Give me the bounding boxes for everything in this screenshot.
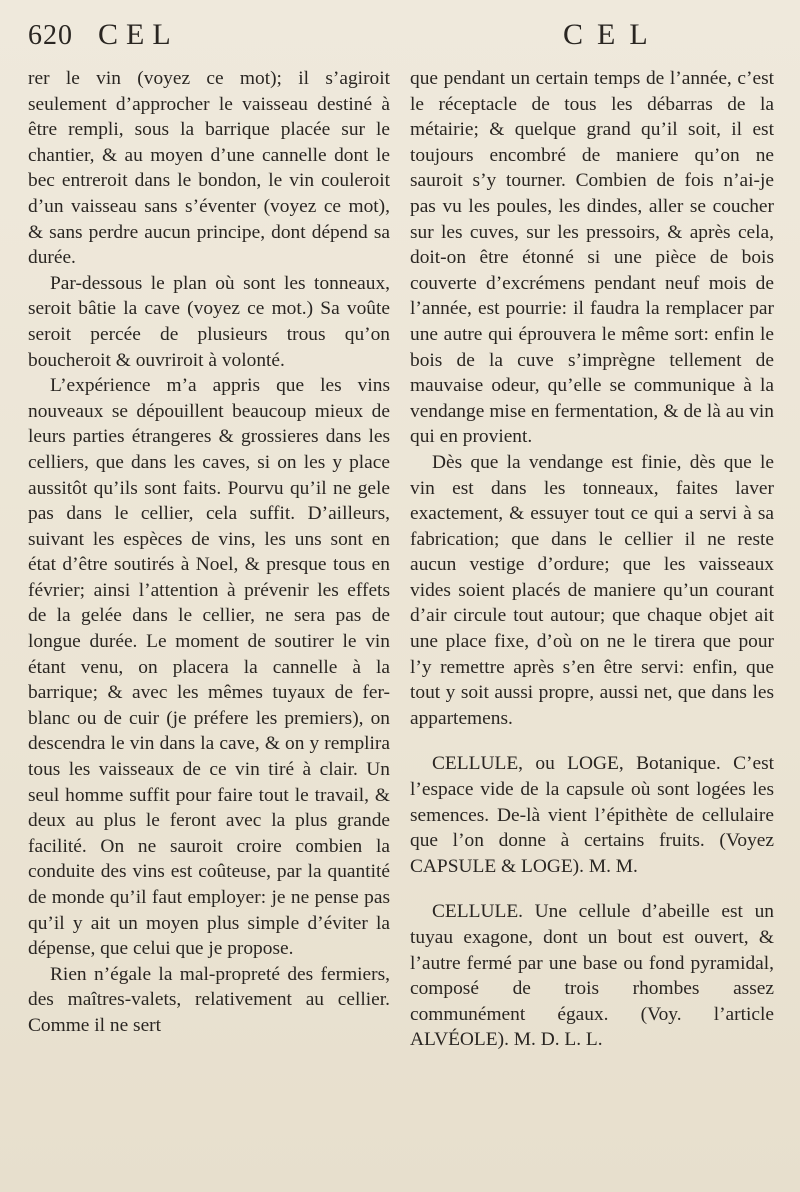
paragraph: L’expérience m’a appris que les vins nouveaux se dépouillent beaucoup mieux de leurs parties étrangeres & grossieres dans les celliers, que dans les caves, si on les y place aussitôt qu’ils sont faits. Pourvu qu’il ne gele pas dans le cellier, cela suffit. D’ailleurs, suivant les espèces de vins, les uns sont en état d’être soutirés à Noel, & presque tous en février; ainsi l’attention à prévenir les effets de la gelée dans le cellier, ne sera pas de longue durée. Le moment de soutirer le vin étant venu, on placera la cannelle à la barrique; & avec les mêmes tuyaux de fer-blanc ou de cuir (je préfere les premiers), on descendra le vin dans la cave, & on y remplira tous les vaisseaux de ce vin tiré à clair. Un seul homme suffit pour faire tout le travail, & deux au plus le feront avec la plus grande facilité. On ne sauroit croire combien la conduite des vins est coûteuse, par la quantité de monde qu’il faut employer: je ne pense pas qu’il y ait un moyen plus simple d’éviter la dépense, que celui que je propose. (28, 375, 390, 960)
paragraph: Par-dessous le plan où sont les tonneaux, seroit bâtie la cave (voyez ce mot.) Sa voûte seroit percée de plusieurs trous qu’on boucheroit & ouvriroit à volonté. (28, 272, 390, 371)
running-head-left: CEL (98, 18, 179, 51)
entry-cellule-abeille: CELLULE. Une cellule d’abeille est un tuyau exagone, dont un bout est ouvert, & l’autre fermé par une base ou fond pyramidal, composé de trois rhombes assez communément égaux. (Voy. l’article ALVÉOLE). M. D. L. L. (410, 901, 774, 1051)
paragraph: Dès que la vendange est finie, dès que le vin est dans les tonneaux, faites laver exactement, & essuyer tout ce qui a servi à sa fabrication; que dans le cellier il ne reste aucun vestige d’ordure; que les vaisseaux vides soient placés de maniere qu’un courant d’air circule tout autour; que chaque objet ait une place fixe, d’où on ne le tirera que pour l’y remettre après s’en être servi: enfin, que tout y soit aussi propre, aussi net, que dans les appartemens. (410, 451, 774, 729)
page-header (28, 16, 772, 58)
paragraph: rer le vin (voyez ce mot); il s’agiroit seulement d’approcher le vaisseau destiné à être rempli, sous la barrique placée sur le chantier, & au moyen d’une cannelle dont le bec entreroit dans le bondon, le vin couleroit d’un vaisseau sans s’éventer (voyez ce mot), & sans perdre aucun principe, dont dépend sa durée. (28, 68, 390, 269)
page-number: 620 (28, 20, 73, 51)
paragraph: Rien n’égale la mal-propreté des fermiers, des maîtres-valets, relativement au cellier. Comme il ne sert (28, 963, 390, 1036)
right-column (410, 66, 774, 1053)
running-head-right: CEL (563, 18, 662, 51)
left-column (28, 66, 390, 1039)
entry-cellule-botanique: CELLULE, ou LOGE, Botanique. C’est l’espace vide de la capsule où sont logées les semences. De-là vient l’épithète de cellulaire que l’on donne à certains fruits. (Voyez CAPSULE & LOGE). M. M. (410, 753, 774, 877)
paragraph: que pendant un certain temps de l’année, c’est le réceptacle de tous les débarras de la métairie; & quelque grand qu’il soit, il est toujours encombré de maniere qu’on ne sauroit s’y tourner. Combien de fois n’ai-je pas vu les poules, les dindes, aller se coucher sur les cuves, sur les pressoirs, & après cela, doit-on être étonné si une pièce de bois couverte d’excrémens pendant neuf mois de l’année, est pourrie: il faudra la remplacer par une autre qui éprouvera le même sort: enfin le bois de la cuve s’imprègne tellement de mauvaise odeur, qu’elle se communique à la vendange mise en fermentation, & de là au vin qui en provient. (410, 68, 774, 448)
